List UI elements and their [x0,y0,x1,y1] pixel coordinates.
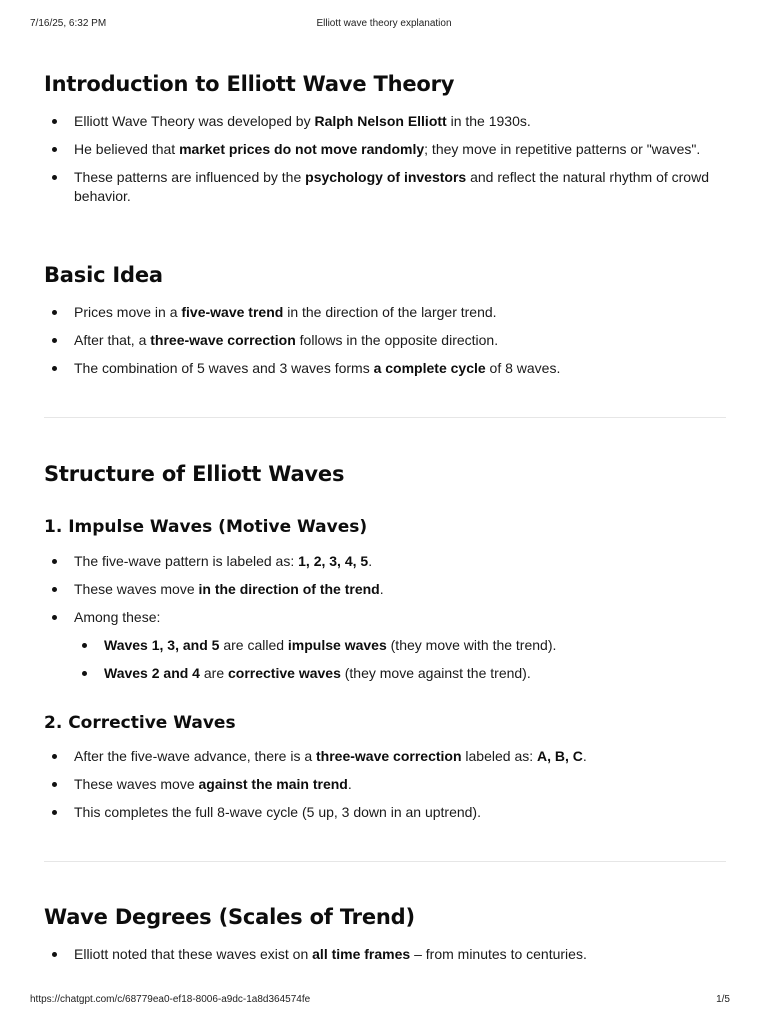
heading-impulse-waves: 1. Impulse Waves (Motive Waves) [44,517,368,537]
nested-list [74,636,726,683]
print-url: https://chatgpt.com/c/68779ea0-ef18-8006-a9dc-1a8d364574fe [30,994,311,1005]
print-footer [30,994,738,1008]
section-divider [44,417,726,418]
heading-introduction: Introduction to Elliott Wave Theory [44,72,455,96]
list-item: Waves 2 and 4 are corrective waves (they move against the trend). [74,664,726,683]
intro-list [44,112,726,215]
list-item: Waves 1, 3, and 5 are called impulse waves (they move with the trend). [74,636,726,655]
impulse-waves-list [44,552,726,692]
list-item: After the five-wave advance, there is a three-wave correction labeled as: A, B, C. [44,747,726,766]
list-item: Prices move in a five-wave trend in the direction of the larger trend. [44,303,726,322]
heading-corrective-waves: 2. Corrective Waves [44,713,236,733]
list-item: After that, a three-wave correction follows in the opposite direction. [44,331,726,350]
basic-idea-list [44,303,726,387]
list-item: Elliott noted that these waves exist on all time frames – from minutes to centuries. [44,945,726,964]
list-item: These waves move in the direction of the trend. [44,580,726,599]
section-divider [44,861,726,862]
heading-structure: Structure of Elliott Waves [44,462,345,486]
wave-degrees-list [44,945,726,973]
list-item: The combination of 5 waves and 3 waves forms a complete cycle of 8 waves. [44,359,726,378]
list-item: These patterns are influenced by the psychology of investors and reflect the natural rhythm of crowd behavior. [44,168,726,206]
print-date: 7/16/25, 6:32 PM [30,18,107,29]
list-item: Elliott Wave Theory was developed by Ralph Nelson Elliott in the 1930s. [44,112,726,131]
corrective-waves-list [44,747,726,831]
list-item: He believed that market prices do not move randomly; they move in repetitive patterns or "waves". [44,140,726,159]
list-item: These waves move against the main trend. [44,775,726,794]
heading-wave-degrees: Wave Degrees (Scales of Trend) [44,905,415,929]
page-number: 1/5 [716,994,730,1005]
list-item: Among these: Waves 1, 3, and 5 are called impulse waves (they move with the trend). Waves 2 and 4 are corrective waves (they move against the trend). [44,608,726,683]
list-item: The five-wave pattern is labeled as: 1, 2, 3, 4, 5. [44,552,726,571]
list-item: This completes the full 8-wave cycle (5 up, 3 down in an uptrend). [44,803,726,822]
heading-basic-idea: Basic Idea [44,263,163,287]
print-header [30,18,738,32]
print-title: Elliott wave theory explanation [316,18,452,29]
